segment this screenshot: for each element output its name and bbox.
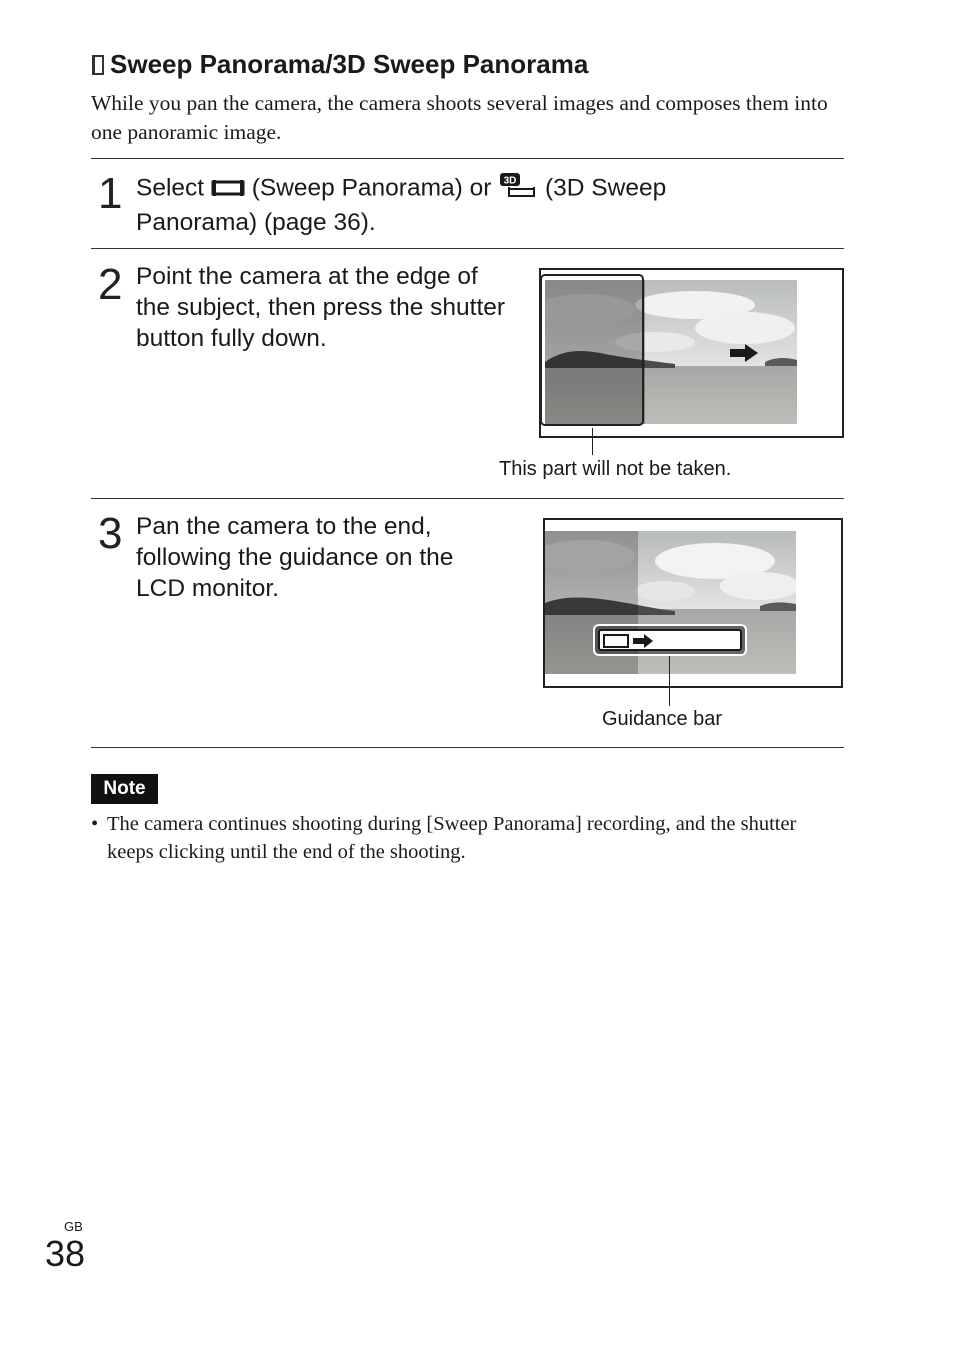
sweep-panorama-icon <box>211 174 245 205</box>
divider <box>91 248 844 249</box>
step-1-text-part: (Sweep Panorama) or <box>244 174 499 202</box>
step-number: 3 <box>98 509 123 558</box>
note-badge: Note <box>91 774 158 804</box>
step-number: 1 <box>98 169 123 218</box>
3d-sweep-panorama-icon <box>498 171 538 207</box>
note-item: The camera continues shooting during [Sweep Panorama] recording, and the shutter keeps clicking until the end of the shooting. <box>107 813 797 863</box>
pan-direction-arrow-icon <box>730 344 758 367</box>
step-1-text-part: (3D Sweep Panorama) (page 36). <box>136 174 667 236</box>
guidance-bar-progress <box>603 634 629 648</box>
page-number: 38 <box>45 1233 86 1274</box>
intro-paragraph: While you pan the camera, the camera shoots several images and composes them into one panoramic image. <box>91 91 828 144</box>
3d-badge-text: 3D <box>503 175 517 187</box>
step-1-text <box>136 171 786 238</box>
section-title <box>92 49 588 80</box>
excluded-region-outline <box>540 274 644 426</box>
guidance-arrow-icon <box>633 634 653 653</box>
divider <box>91 158 844 159</box>
note-list <box>91 811 831 866</box>
callout-caption: Guidance bar <box>602 708 723 730</box>
bullet-marker: • <box>91 813 99 835</box>
step-1-text-part: Select <box>136 174 211 202</box>
callout-line <box>592 428 593 455</box>
region-code: GB <box>64 1219 83 1234</box>
divider <box>91 498 844 499</box>
step-3-text: Pan the camera to the end, following the guidance on the LCD monitor. <box>136 513 454 602</box>
guidance-bar <box>593 624 747 656</box>
callout-caption: This part will not be taken. <box>499 458 732 480</box>
divider <box>91 747 844 748</box>
step-2-text: Point the camera at the edge of the subject, then press the shutter button fully down. <box>136 263 506 352</box>
step-number: 2 <box>98 260 123 309</box>
callout-line <box>669 656 670 706</box>
section-marker-icon <box>92 55 104 75</box>
section-title-text: Sweep Panorama/3D Sweep Panorama <box>110 49 589 79</box>
